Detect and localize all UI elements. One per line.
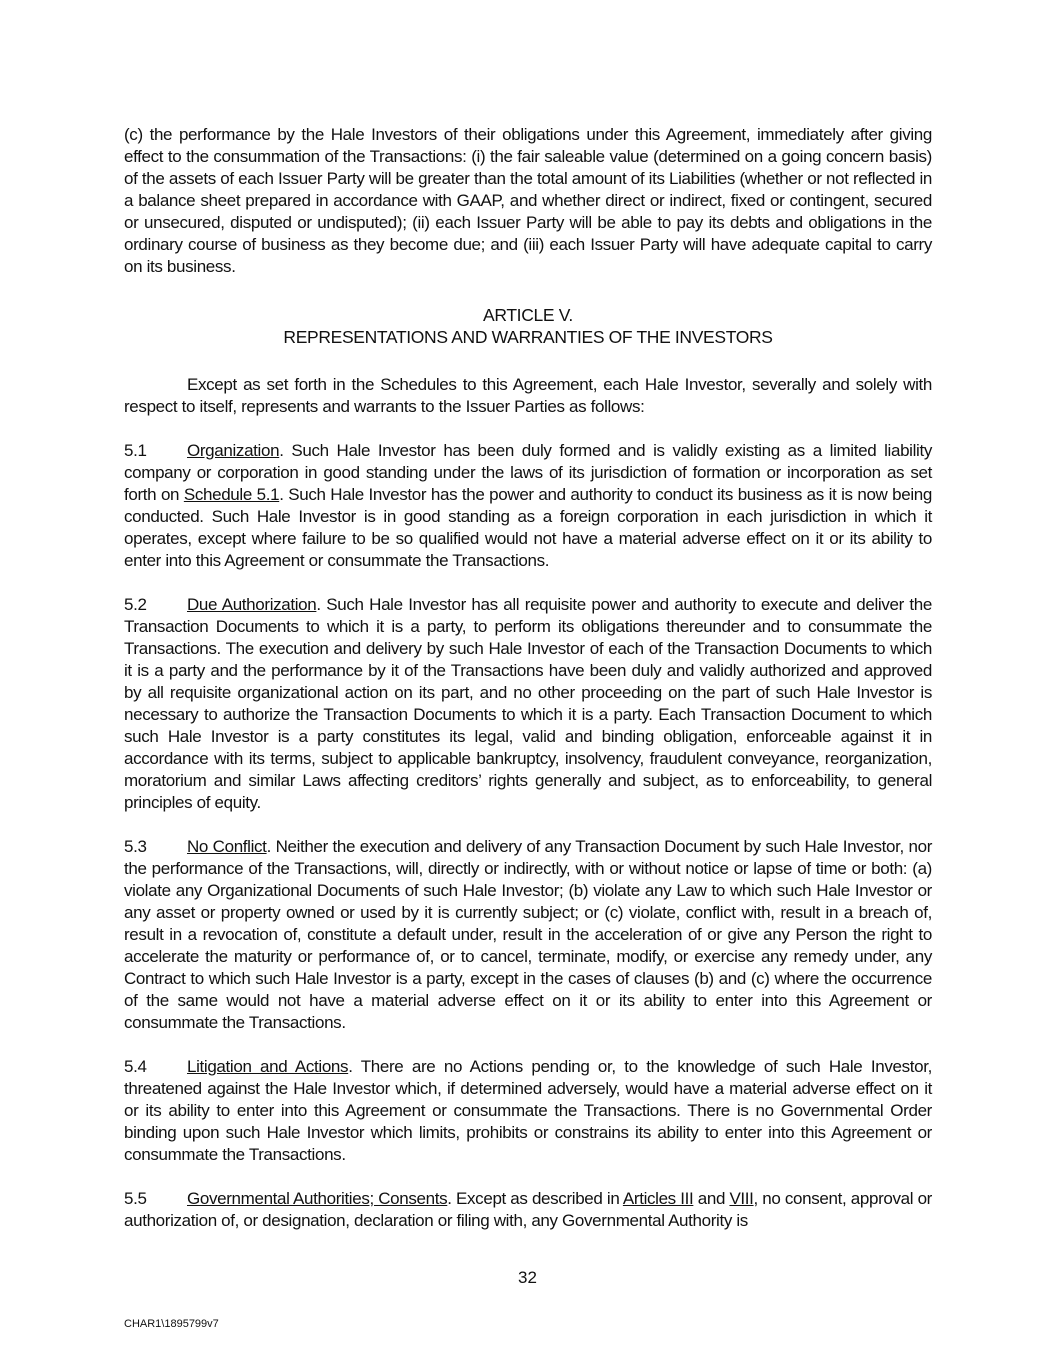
- document-id: CHAR1\1895799v7: [124, 1318, 219, 1330]
- section-number: 5.3: [124, 837, 147, 856]
- section-5-3: [124, 836, 932, 1034]
- section-5-5: [124, 1188, 932, 1232]
- article-reference: VIII: [729, 1189, 754, 1208]
- section-text: . Neither the execution and delivery of any Transaction Document by such Hale Investor, nor the performance of the Transactions, will, directly or indirectly, with or without notice or lapse of time or both: (a) violate any Organizational Documents of such Hale Investor; (b) violate any Law to which such Hale Investor or any asset or property owned or used by it is currently subject; or (c) violate, conflict with, result in a breach of, result in a revocation of, constitute a default under, result in the acceleration of or give any Person the right to accelerate the maturity or performance of, or to cancel, terminate, modify, or exercise any remedy under, any Contract to which such Hale Investor is a party, except in the cases of clauses (b) and (c) where the occurrence of the same would not have a material adverse effect on it or its ability to enter into this Agreement or consummate the Transactions.: [124, 837, 932, 1032]
- section-heading: No Conflict: [187, 837, 267, 856]
- section-text: . Such Hale Investor has been duly formed and is validly existing as a limited liability company or corporation in good standing under the laws of its jurisdiction of formation or incorporation as set forth on: [124, 441, 932, 504]
- article-reference: Articles III: [622, 1189, 694, 1208]
- section-heading: Governmental Authorities; Consents: [187, 1189, 448, 1208]
- section-heading: Organization: [187, 441, 280, 460]
- section-text: , no consent, approval or authorization of, or designation, declaration or filing with, any Governmental Authority is: [124, 1189, 932, 1230]
- section-text: . Such Hale Investor has all requisite power and authority to execute and deliver the Transaction Documents to which it is a party, to perform its obligations thereunder and to consummate the Transactions. The execution and delivery by such Hale Investor of each of the Transaction Documents to which it is a party and the performance by it of the Transactions have been duly and validly authorized and approved by all requisite organizational action on its part, and no other proceeding on the part of such Hale Investor is necessary to authorize the Transaction Documents to which it is a party. Each Transaction Document to which such Hale Investor is a party constitutes its legal, valid and binding obligation, enforceable against it in accordance with its terms, subject to applicable bankruptcy, insolvency, fraudulent conveyance, reorganization, moratorium and similar Laws affecting creditors’ rights generally and subject, as to enforceability, to general principles of equity.: [124, 595, 932, 812]
- article-preamble: Except as set forth in the Schedules to this Agreement, each Hale Investor, severally and solely with respect to itself, represents and warrants to the Issuer Parties as follows:: [124, 375, 932, 416]
- document-page: [124, 124, 932, 1254]
- section-5-4: [124, 1056, 932, 1166]
- section-number: 5.1: [124, 441, 147, 460]
- article-title: REPRESENTATIONS AND WARRANTIES OF THE INVESTORS: [283, 327, 773, 347]
- article-number: ARTICLE V.: [483, 305, 573, 325]
- section-number: 5.4: [124, 1057, 147, 1076]
- article-heading: [124, 304, 932, 348]
- schedule-reference: Schedule 5.1: [183, 485, 280, 504]
- section-text: . Such Hale Investor has the power and authority to conduct its business as it is now being conducted. Such Hale Investor is in good standing as a foreign corporation in each jurisdiction in which it operates, except where failure to be so qualified would not have a material adverse effect on it or its ability to enter into this Agreement or consummate the Transactions.: [124, 485, 932, 570]
- section-text: . There are no Actions pending or, to the knowledge of such Hale Investor, threatened against the Hale Investor which, if determined adversely, would have a material adverse effect on it or its ability to enter into this Agreement or consummate the Transactions. There is no Governmental Order binding upon such Hale Investor which limits, prohibits or constrains its ability to enter into this Agreement or consummate the Transactions.: [124, 1057, 932, 1164]
- intro-paragraph: (c) the performance by the Hale Investors of their obligations under this Agreement, immediately after giving effect to the consummation of the Transactions: (i) the fair saleable value (determined on a going concern basis) of the assets of each Issuer Party will be greater than the total amount of its Liabilities (whether or not reflected in a balance sheet prepared in accordance with GAAP, and whether direct or indirect, fixed or contingent, secured or unsecured, disputed or undisputed); (ii) each Issuer Party will be able to pay its debts and obligations in the ordinary course of business as they become due; and (iii) each Issuer Party will have adequate capital to carry on its business.: [124, 125, 932, 276]
- section-heading: Litigation and Actions: [187, 1057, 349, 1076]
- section-number: 5.2: [124, 595, 147, 614]
- page-number: 32: [518, 1268, 537, 1287]
- section-heading: Due Authorization: [187, 595, 317, 614]
- section-text: and: [693, 1189, 730, 1208]
- section-5-2: [124, 594, 932, 814]
- section-number: 5.5: [124, 1189, 147, 1208]
- section-5-1: [124, 440, 932, 572]
- section-text: . Except as described in: [447, 1189, 623, 1208]
